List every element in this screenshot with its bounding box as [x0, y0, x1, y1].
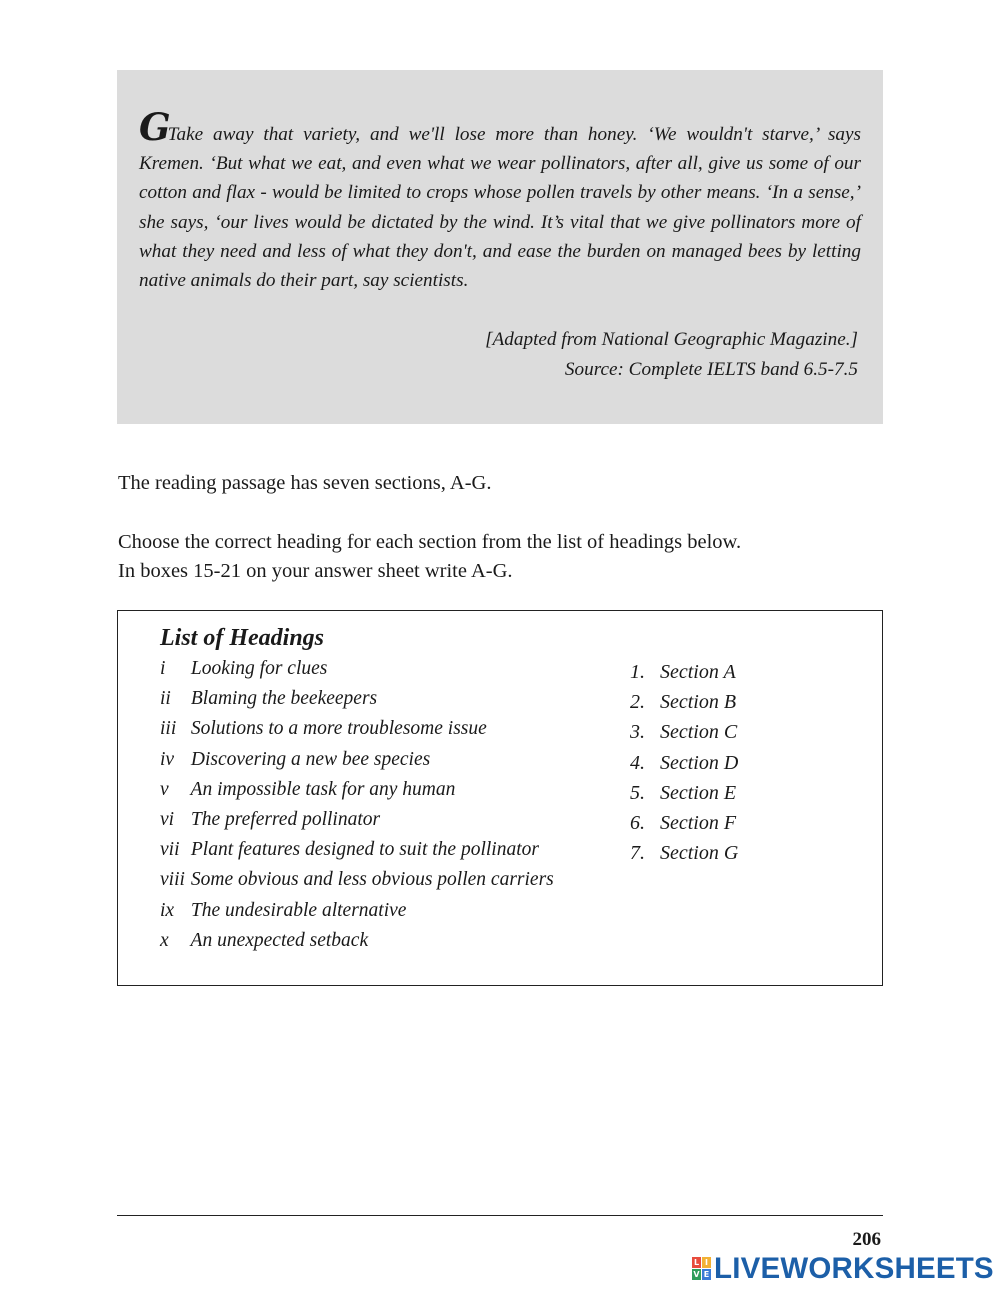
heading-item: [160, 835, 554, 865]
heading-text: The preferred pollinator: [190, 809, 381, 831]
heading-numeral: vi: [160, 809, 175, 831]
section-label: Section F: [660, 812, 737, 835]
heading-text: Solutions to a more troublesome issue: [190, 718, 487, 740]
section-item: [630, 748, 738, 778]
brand-name: LIVEWORKSHEETS: [714, 1252, 994, 1285]
heading-item: [160, 654, 554, 684]
heading-item: [160, 896, 554, 926]
instruction-sections: The reading passage has seven sections, A-G.: [118, 472, 492, 494]
heading-text: An impossible task for any human: [190, 778, 456, 800]
section-label: Section G: [660, 842, 739, 865]
section-item: [630, 838, 738, 868]
logo-letter-tile: I: [702, 1257, 711, 1268]
heading-numeral: iii: [160, 718, 177, 740]
section-item: [630, 778, 738, 808]
heading-numeral: vii: [160, 839, 180, 861]
section-number: 6.: [630, 812, 645, 835]
heading-text: The undesirable alternative: [190, 899, 407, 921]
passage-excerpt-box: [117, 70, 883, 424]
section-list: [630, 657, 738, 868]
section-letter-dropcap: G: [139, 105, 168, 149]
heading-list: [160, 654, 554, 956]
heading-item: [160, 775, 554, 805]
heading-numeral: ii: [160, 688, 171, 710]
section-item: [630, 687, 738, 717]
section-number: 4.: [630, 751, 645, 774]
heading-numeral: i: [160, 658, 166, 679]
section-label: Section B: [660, 691, 737, 714]
section-number: 3.: [630, 721, 645, 744]
section-label: Section D: [660, 751, 739, 774]
heading-numeral: viii: [160, 869, 185, 891]
headings-box: [117, 610, 883, 986]
page-number: 206: [852, 1229, 881, 1250]
heading-item: [160, 745, 554, 775]
citation-source-book: Source: Complete IELTS band 6.5-7.5: [564, 358, 858, 380]
heading-text: Some obvious and less obvious pollen carriers: [190, 869, 554, 891]
heading-item: [160, 714, 554, 744]
logo-letter-tile: E: [703, 1270, 710, 1280]
liveworksheets-logo-icon: [692, 1257, 711, 1280]
heading-item: [160, 805, 554, 835]
heading-text: An unexpected setback: [190, 929, 369, 951]
passage-section-g: [139, 105, 861, 295]
heading-text: Discovering a new bee species: [190, 748, 431, 770]
heading-numeral: v: [160, 778, 169, 800]
footer-rule: [117, 1215, 883, 1216]
heading-item: [160, 865, 554, 895]
section-item: [630, 717, 738, 747]
heading-text: Blaming the beekeepers: [190, 688, 378, 710]
passage-text: Take away that variety, and we'll lose more than honey. ‘We wouldn't starve,’ says Kremen. ‘But what we eat, and even what we wear pollinators, after all, give us some of our cotton and flax - would be limited to crops whose pollen travels by other means. ‘In a sense,’ she says, ‘our lives would be dictated by the wind. It’s vital that we give pollinators more of what they need and less of what they don't, and ease the burden on managed bees by letting native animals do their part, say scientists.: [139, 124, 861, 292]
section-item: [630, 808, 738, 838]
instruction-choose-heading: Choose the correct heading for each section from the list of headings below.: [118, 531, 742, 553]
section-label: Section C: [660, 721, 738, 744]
heading-text: Plant features designed to suit the pollinator: [190, 839, 539, 861]
instruction-answer-boxes: In boxes 15-21 on your answer sheet write A-G.: [118, 560, 513, 582]
heading-item: [160, 684, 554, 714]
liveworksheets-brand[interactable]: [692, 1254, 994, 1284]
heading-text: Looking for clues: [190, 658, 328, 679]
section-number: 2.: [630, 691, 645, 714]
section-item: [630, 657, 738, 687]
heading-numeral: ix: [160, 899, 175, 921]
headings-title: List of Headings: [160, 625, 325, 651]
section-label: Section A: [660, 661, 736, 683]
heading-item: [160, 926, 554, 956]
citation: [485, 325, 858, 384]
section-number: 1.: [630, 661, 645, 683]
section-number: 7.: [630, 842, 645, 865]
logo-letter-tile: V: [693, 1270, 700, 1280]
heading-numeral: iv: [160, 748, 175, 770]
heading-numeral: x: [160, 929, 169, 951]
section-label: Section E: [660, 781, 737, 804]
section-number: 5.: [630, 781, 645, 804]
citation-source-magazine: [Adapted from National Geographic Magazine.]: [485, 329, 858, 350]
logo-letter-tile: L: [693, 1258, 700, 1268]
